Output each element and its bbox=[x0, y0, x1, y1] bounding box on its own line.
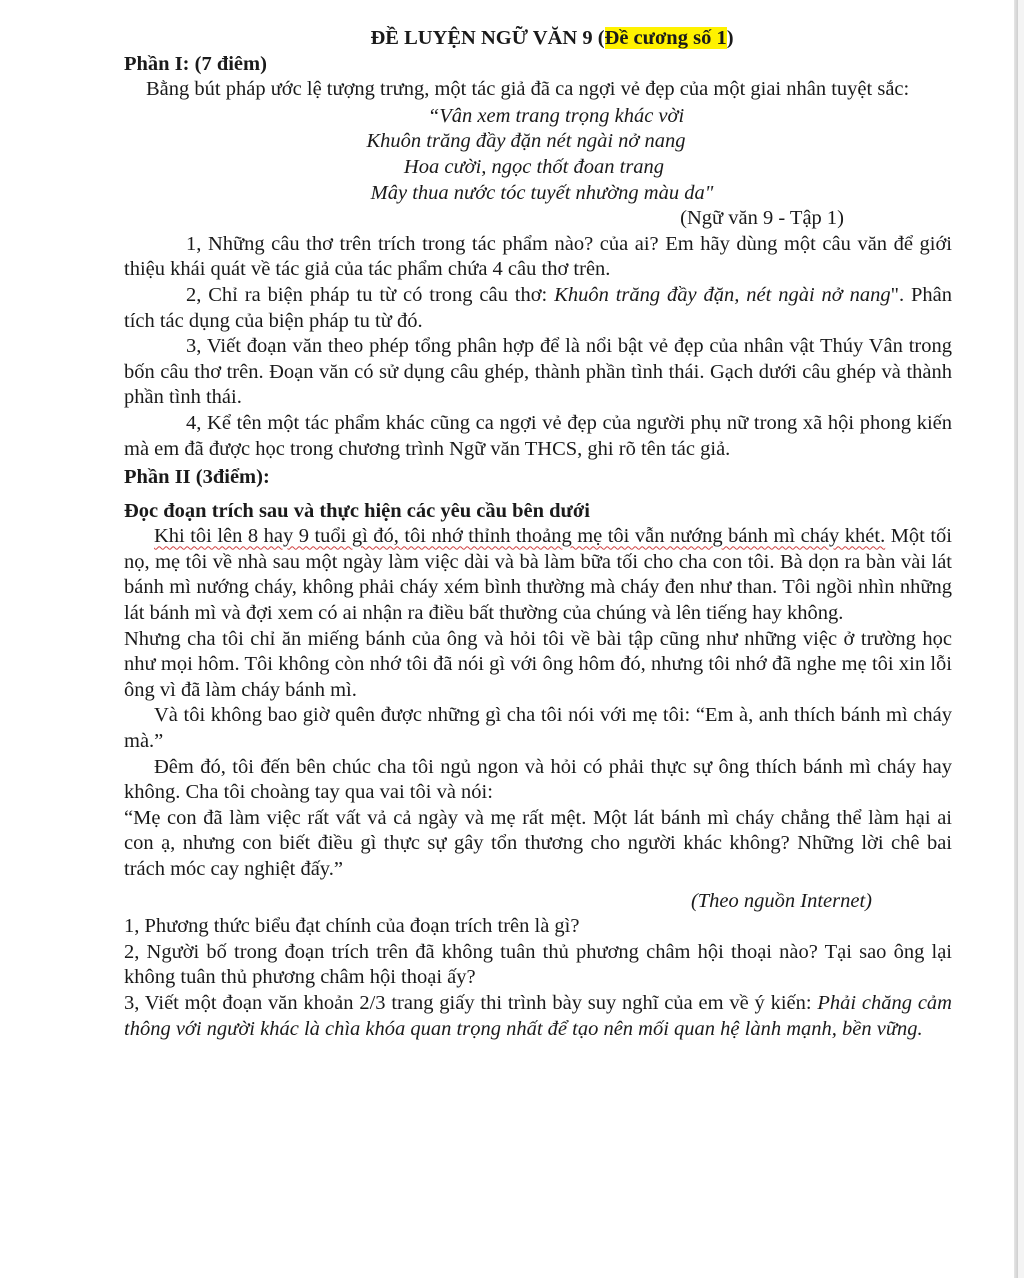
title-text: ĐỀ LUYỆN NGỮ VĂN 9 ( bbox=[370, 27, 605, 49]
part2-q3-text: 3, Viết một đoạn văn khoản 2/3 trang giấy thi trình bày suy nghĩ của em về ý kiến: bbox=[124, 991, 818, 1014]
spellcheck-underlined-text: Khi tôi lên 8 hay 9 tuổi gì đó, tôi nhớ thỉnh thoảng mẹ tôi vẫn nướng bánh mì cháy khét. bbox=[154, 525, 886, 548]
poem-source: (Ngữ văn 9 - Tập 1) bbox=[680, 207, 844, 230]
part2-question-2: 2, Người bố trong đoạn trích trên đã không tuân thủ phương châm hội thoại nào? Tại sao ông lại không tuân thủ phương châm hội thoại ấy? bbox=[124, 940, 952, 989]
q2-text: 2, Chỉ ra biện pháp tu từ có trong câu thơ: bbox=[186, 283, 555, 306]
part1-question-4: 4, Kể tên một tác phẩm khác cũng ca ngợi vẻ đẹp của người phụ nữ trong xã hội phong kiến mà em đã được học trong chương trình Ngữ văn THCS, ghi rõ tên tác giả. bbox=[124, 411, 952, 460]
part1-intro: Bằng bút pháp ước lệ tượng trưng, một tác giả đã ca ngợi vẻ đẹp của một giai nhân tuyệt sắc: bbox=[146, 78, 910, 101]
poem-line-2: Khuôn trăng đầy đặn nét ngài nở nang bbox=[366, 130, 686, 153]
title-text-end: ) bbox=[726, 27, 734, 49]
part2-subheading: Đọc đoạn trích sau và thực hiện các yêu cầu bên dưới bbox=[124, 499, 590, 522]
title-highlight: Đề cương số 1 bbox=[604, 27, 727, 49]
part1-heading: Phần I: (7 điêm) bbox=[124, 52, 267, 75]
q2-quote: Khuôn trăng đầy đặn, nét ngài nở nang bbox=[554, 283, 891, 306]
part2-q3-quote: Phải chăng cảm thông với người khác là chìa khóa quan trọng nhất để tạo nên mối quan hệ lành mạnh, bền vững. bbox=[124, 991, 952, 1040]
part2-question-3 bbox=[124, 991, 952, 1042]
part1-question-1: 1, Những câu thơ trên trích trong tác phẩm nào? của ai? Em hãy dùng một câu văn để giới thiệu khái quát về tác giả của tác phẩm chứa 4 câu thơ trên. bbox=[124, 232, 952, 281]
poem-block bbox=[124, 104, 952, 206]
excerpt-source: (Theo nguồn Internet) bbox=[690, 889, 872, 912]
poem-line-3: Hoa cười, ngọc thốt đoan trang bbox=[403, 155, 665, 178]
excerpt-paragraph-5: “Mẹ con đã làm việc rất vất vả cả ngày và mẹ rất mệt. Một lát bánh mì cháy chẳng thể làm hại ai con ạ, nhưng con biết điều gì thực sự gây tổn thương cho người khác không? Những lời chê bai trách móc cay nghiệt đấy.” bbox=[124, 806, 952, 880]
excerpt-paragraph-2: Nhưng cha tôi chỉ ăn miếng bánh của ông và hỏi tôi về bài tập cũng như những việc ở trường học như mọi hôm. Tôi không còn nhớ tôi đã nói gì với ông hôm đó, nhưng tôi nhớ đã nghe mẹ tôi xin lỗi ông vì đã làm cháy bánh mì. bbox=[124, 627, 952, 701]
part2-question-1: 1, Phương thức biểu đạt chính của đoạn trích trên là gì? bbox=[124, 915, 580, 938]
page-edge bbox=[1018, 0, 1024, 1278]
part2-heading: Phần II (3điểm): bbox=[124, 466, 270, 489]
document-title bbox=[152, 26, 952, 52]
excerpt-paragraph-1-rest: Một tối nọ, mẹ tôi về nhà sau một ngày làm việc dài và bà làm bữa tối cho cha con tôi. Bà dọn ra bàn vài lát bánh mì nướng cháy, không phải cháy xém bình thường mà cháy đen như than. Tôi ngồi nhìn những lát bánh mì và đợi xem có ai nhận ra điều bất thường của chúng và lên tiếng hay không. bbox=[124, 525, 952, 625]
poem-line-1: “Vân xem trang trọng khác vời bbox=[427, 104, 685, 127]
part1-question-3: 3, Viết đoạn văn theo phép tổng phân hợp để là nổi bật vẻ đẹp của nhân vật Thúy Vân trong bốn câu thơ trên. Đoạn văn có sử dụng câu ghép, thành phần tình thái. Gạch dưới câu ghép và thành phần tình thái. bbox=[124, 335, 952, 409]
excerpt-paragraph-3: Và tôi không bao giờ quên được những gì cha tôi nói với mẹ tôi: “Em à, anh thích bánh mì cháy mà.” bbox=[124, 704, 952, 753]
q2-text-end: ". Phân tích tác dụng của biện pháp tu từ đó. bbox=[124, 283, 952, 332]
poem-line-4: Mây thua nước tóc tuyết nhường màu da" bbox=[370, 181, 714, 204]
excerpt-paragraph-4: Đêm đó, tôi đến bên chúc cha tôi ngủ ngon và hỏi có phải thực sự ông thích bánh mì cháy hay không. Cha tôi choàng tay qua vai tôi và nói: bbox=[124, 755, 952, 804]
part1-question-2 bbox=[124, 283, 952, 334]
excerpt-paragraph-1 bbox=[124, 524, 952, 626]
